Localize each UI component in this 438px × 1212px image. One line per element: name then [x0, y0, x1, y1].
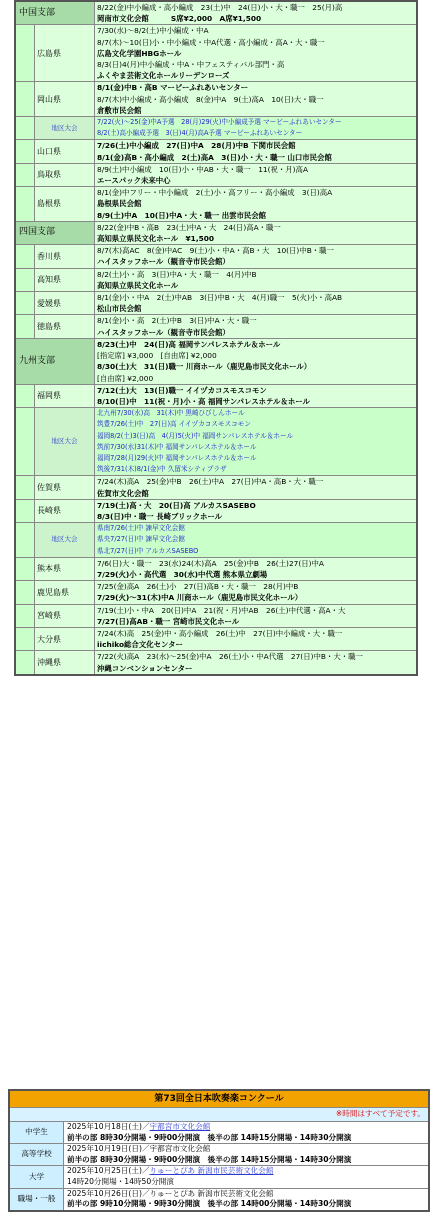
branch-row [15, 1, 417, 25]
schedule-line: 7/27(日)高AB・職一 宮崎市民文化ホール [97, 616, 240, 626]
indent-cell [15, 315, 35, 338]
schedule-line: ハイスタッフホール（観音寺市民会館） [97, 327, 230, 337]
district-row [15, 408, 417, 476]
schedule-line: 福岡8/2(土)3(日)高 4(月)5(火)中 福岡サンパレスホテル＆ホール [97, 431, 294, 440]
prefecture-row [15, 651, 417, 675]
schedule-details [95, 25, 418, 82]
schedule-line: 8/1(金)高B・高小編成 2(土)高A 3(日)小・大・職一 山口市民会館 [97, 152, 332, 162]
schedule-line: 7/29(火)小・高代選 30(水)中代選 熊本県立劇場 [97, 569, 268, 579]
schedule-line: 岡南市文化会館 S席¥2,000 A席¥1,500 [97, 14, 262, 24]
schedule-line: 8/7(木)〜10(日)小・中小編成・中A代選・高小編成・高A・大・職一 [97, 37, 325, 47]
prefecture-row [15, 82, 417, 117]
indent-cell [15, 25, 35, 82]
schedule-details [95, 557, 418, 580]
schedule-details [95, 140, 418, 163]
schedule-details [95, 1, 418, 25]
schedule-line: 7/24(木)高A 25(金)中B 26(土)中A 27(日)中A・高B・大・職一 [97, 477, 324, 487]
schedule-details [95, 651, 418, 675]
schedule-line: 県南7/26(土)中 諫早文化会館 [97, 524, 185, 533]
prefecture-name: 高知県 [35, 268, 95, 291]
contest-category: 高等学校 [9, 1144, 64, 1166]
schedule-line: 8/30(土)大 31(日)職一 川商ホール（鹿児島市民文化ホール） [97, 362, 312, 372]
schedule-details [95, 221, 418, 244]
schedule-line: 福岡7/28(月)29(火)中 福岡サンパレスホテル＆ホール [97, 453, 257, 462]
schedule-line: 8/3(日)4(月)中小編成・中A・中フェスティバル部門・高 [97, 60, 285, 70]
prefecture-name: 宮崎県 [35, 604, 95, 627]
indent-cell [15, 187, 35, 222]
schedule-details [95, 408, 418, 476]
prefecture-row [15, 187, 417, 222]
indent-cell [15, 140, 35, 163]
schedule-line: 筑前7/30(水)31(木)中 福岡サンパレスホテル＆ホール [97, 442, 257, 451]
contest-date: 2025年10月19日(日)／ [67, 1144, 150, 1154]
contest-category: 中学生 [9, 1122, 64, 1144]
indent-cell [15, 581, 35, 604]
prefecture-row [15, 581, 417, 604]
indent-cell [15, 604, 35, 627]
schedule-line: [指定席] ¥3,000 [自由席] ¥2,000 [97, 351, 217, 361]
indent-cell [15, 651, 35, 675]
schedule-line: 7/29(火)〜31(木)中A 川商ホール（鹿児島市民文化ホール） [97, 593, 303, 603]
schedule-line: 8/2(土)小・高 3(日)中A・大・職一 4(月)中B [97, 269, 257, 279]
contest-row [9, 1188, 429, 1211]
schedule-line: 8/1(金)小・中A 2(土)中AB 3(日)中B・大 4(月)職一 5(火)小・高AB [97, 293, 343, 303]
indent-cell [15, 117, 35, 140]
schedule-line: 8/7(木)中小編成・高小編成 8(金)中A 9(土)高A 10(日)大・職一 [97, 94, 324, 104]
schedule-line: 8/1(金)中B・高B マービーふれあいセンター [97, 83, 249, 93]
district-row [15, 523, 417, 558]
schedule-line: 7/19(土)小・中A 20(日)中A 21(祝・月)中AB 26(土)中代選・高A・大 [97, 605, 346, 615]
prefecture-name: 香川県 [35, 245, 95, 268]
district-label: 地区大会 [35, 117, 95, 140]
schedule-line: 広島文化学園HBGホール [97, 48, 182, 58]
schedule-line: 高知県立県民文化ホール ¥1,500 [97, 234, 215, 244]
schedule-line: 8/9(土)中A 10(日)中A・大・職一 出雲市民会館 [97, 210, 267, 220]
prefecture-row [15, 557, 417, 580]
schedule-line: 7/6(日)大・職一 23(水)24(木)高A 25(金)中B 26(土)27(日)中A [97, 558, 324, 568]
branch-name: 九州支部 [15, 338, 95, 384]
branch-schedule-table [14, 0, 418, 676]
contest-detail: 14時20分開場・14時50分開演 [67, 1176, 174, 1186]
prefecture-row [15, 268, 417, 291]
schedule-line: 7/22(火)〜25(金)中A予選 28(月)29(火)中小編成予選 マービーふれあいセンター [97, 118, 342, 127]
schedule-line: 県北7/27(日)中 アルカスSASEBO [97, 546, 199, 555]
contest-detail: 前半の部 9時10分開場・9時30分開演 後半の部 14時00分開場・14時30分開演 [67, 1199, 352, 1209]
prefecture-name: 熊本県 [35, 557, 95, 580]
contest-row [9, 1166, 429, 1188]
schedule-line: 8/1(金)中フリー・中小編成 2(土)小・高フリー・高小編成 3(日)高A [97, 188, 333, 198]
schedule-line: 8/9(土)中小編成 10(日)小・中AB・大・職一 11(祝・月)高A [97, 164, 308, 174]
schedule-line: 7/25(金)高A 26(土)小 27(日)高B・大・職一 28(月)中B [97, 582, 299, 592]
schedule-line: 沖縄コンベンションセンター [97, 663, 193, 673]
schedule-line: 7/30(水)〜8/2(土)中小編成・中A [97, 26, 209, 36]
contest-title: 第73回全日本吹奏楽コンクール [9, 1090, 429, 1108]
schedule-details [95, 604, 418, 627]
schedule-details [95, 384, 418, 407]
contest-row [9, 1144, 429, 1166]
district-label: 地区大会 [35, 523, 95, 558]
schedule-line: ふくやま芸術文化ホールリーデンローズ [97, 71, 230, 81]
branch-name: 四国支部 [15, 221, 95, 244]
schedule-line: 7/26(土)中小編成 27(日)中A 28(月)中B 下関市民会館 [97, 141, 296, 151]
venue-text: 宇都宮市文化会館 [149, 1144, 211, 1154]
contest-category: 職場・一般 [9, 1188, 64, 1211]
schedule-details [95, 476, 418, 499]
prefecture-row [15, 292, 417, 315]
indent-cell [15, 557, 35, 580]
indent-cell [15, 384, 35, 407]
schedule-details [95, 499, 418, 522]
national-contest-table [8, 1089, 430, 1212]
schedule-line: 8/1(金)小・高 2(土)中B 3(日)中A・大・職一 [97, 316, 257, 326]
schedule-details [95, 187, 418, 222]
schedule-line: 8/2(土)高小編成予選 3(日)4(月)高A予選 マービーふれあいセンター [97, 129, 303, 138]
prefecture-row [15, 604, 417, 627]
branch-row [15, 338, 417, 384]
indent-cell [15, 292, 35, 315]
district-label: 地区大会 [35, 408, 95, 476]
schedule-details [95, 245, 418, 268]
venue-link[interactable]: りゅーとぴあ 新潟市民芸術文化会館 [149, 1166, 274, 1176]
schedule-line: [自由席] ¥2,000 [97, 373, 154, 383]
prefecture-name: 島根県 [35, 187, 95, 222]
prefecture-row [15, 315, 417, 338]
prefecture-name: 徳島県 [35, 315, 95, 338]
venue-text: りゅーとぴあ 新潟市民芸術文化会館 [149, 1188, 274, 1198]
schedule-details [95, 581, 418, 604]
contest-row [9, 1122, 429, 1144]
prefecture-name: 愛媛県 [35, 292, 95, 315]
prefecture-row [15, 627, 417, 650]
prefecture-name: 福岡県 [35, 384, 95, 407]
schedule-details [95, 338, 418, 384]
schedule-line: 7/19(土)高・大 20(日)高 アルカスSASEBO [97, 500, 256, 510]
schedule-details [95, 292, 418, 315]
prefecture-row [15, 384, 417, 407]
schedule-line: 筑豊7/26(土)中 27(日)高 イイヅカコスモスコモン [97, 420, 251, 429]
schedule-line: 島根県民会館 [97, 199, 142, 209]
schedule-details [95, 627, 418, 650]
branch-name: 中国支部 [15, 1, 95, 25]
schedule-line: 8/7(木)高AC 8(金)中AC 9(土)小・中A・高B・大 10(日)中B・職一 [97, 246, 334, 256]
schedule-line: 筑後7/31(木)8/1(金)中 久留米シティプラザ [97, 465, 227, 474]
contest-date: 2025年10月18日(土)／ [67, 1122, 150, 1131]
prefecture-row [15, 140, 417, 163]
schedule-line: ハイスタッフホール（観音寺市民会館） [97, 257, 230, 267]
indent-cell [15, 163, 35, 186]
prefecture-name: 鹿児島県 [35, 581, 95, 604]
schedule-line: 8/10(日)中 11(祝・月)小・高 福岡サンパレスホテル＆ホール [97, 396, 310, 406]
venue-link[interactable]: 宇都宮市文化会館 [149, 1122, 211, 1131]
indent-cell [15, 476, 35, 499]
contest-category: 大学 [9, 1166, 64, 1188]
schedule-line: 高知県立県民文化ホール [97, 280, 179, 290]
prefecture-row [15, 245, 417, 268]
contest-detail: 前半の部 8時30分開場・9時00分開演 後半の部 14時15分開場・14時30分開演 [67, 1132, 352, 1142]
schedule-line: 7/24(木)高 25(金)中・高小編成 26(土)中 27(日)中小編成・大・職一 [97, 628, 343, 638]
indent-cell [15, 523, 35, 558]
schedule-details [95, 268, 418, 291]
schedule-details [95, 117, 418, 140]
schedule-line: 8/22(金)中B・高B 23(土)中A・大 24(日)高A・職一 [97, 222, 281, 232]
schedule-line: 8/22(金)中小編成・高小編成 23(土)中 24(日)小・大・職一 25(月)高 [97, 3, 343, 12]
contest-date: 2025年10月25日(土)／ [67, 1166, 150, 1176]
prefecture-name: 岡山県 [35, 82, 95, 117]
prefecture-name: 広島県 [35, 25, 95, 82]
prefecture-row [15, 499, 417, 522]
schedule-line: 佐賀市文化会館 [97, 488, 149, 498]
schedule-details [95, 315, 418, 338]
schedule-line: 松山市民会館 [97, 304, 142, 314]
schedule-line: 8/3(日)中・職一 長崎ブリックホール [97, 511, 223, 521]
prefecture-row [15, 25, 417, 82]
indent-cell [15, 268, 35, 291]
prefecture-name: 沖縄県 [35, 651, 95, 675]
prefecture-name: 山口県 [35, 140, 95, 163]
indent-cell [15, 627, 35, 650]
schedule-details [95, 523, 418, 558]
schedule-line: iichiko総合文化センター [97, 640, 183, 650]
schedule-details [95, 163, 418, 186]
schedule-line: 7/22(火)高A 23(水)〜25(金)中A 26(土)小・中A代選 27(日)中B・大・職一 [97, 652, 363, 662]
prefecture-name: 佐賀県 [35, 476, 95, 499]
schedule-line: 8/23(土)中 24(日)高 福岡サンパレスホテル＆ホール [97, 339, 281, 349]
indent-cell [15, 82, 35, 117]
prefecture-name: 鳥取県 [35, 163, 95, 186]
schedule-line: 倉敷市民会館 [97, 105, 142, 115]
prefecture-row [15, 163, 417, 186]
schedule-details [95, 82, 418, 117]
schedule-line: 県央7/27(日)中 諫早文化会館 [97, 535, 185, 544]
prefecture-name: 長崎県 [35, 499, 95, 522]
schedule-line: エースパック未来中心 [97, 176, 171, 186]
indent-cell [15, 499, 35, 522]
indent-cell [15, 408, 35, 476]
indent-cell [15, 245, 35, 268]
district-row [15, 117, 417, 140]
schedule-line: 北九州7/30(水)高 31(木)中 黒崎ひびしんホール [97, 409, 245, 418]
prefecture-name: 大分県 [35, 627, 95, 650]
branch-row [15, 221, 417, 244]
contest-detail: 前半の部 8時30分開場・9時00分開演 後半の部 14時15分開場・14時30分開演 [67, 1154, 352, 1164]
prefecture-row [15, 476, 417, 499]
contest-date: 2025年10月26日(日)／ [67, 1188, 150, 1198]
contest-note: ※時間はすべて予定です。 [9, 1108, 429, 1122]
schedule-line: 7/12(土)大 13(日)職一 イイヅカコスモスコモン [97, 385, 267, 395]
